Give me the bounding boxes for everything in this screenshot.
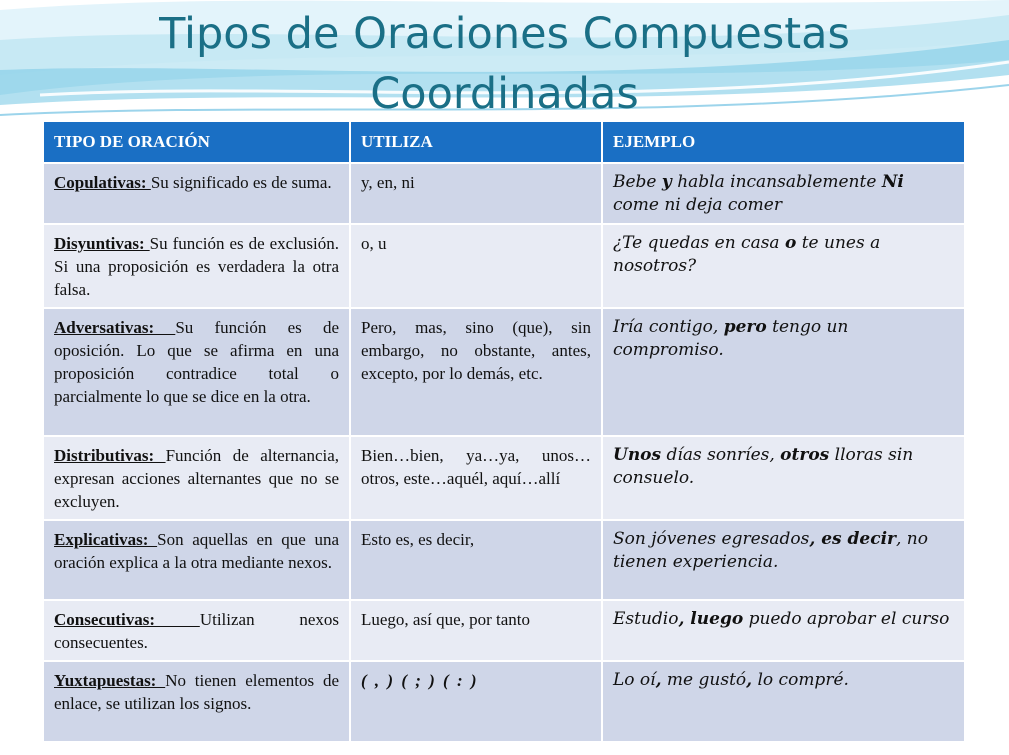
cell-utiliza: y, en, ni — [350, 163, 602, 224]
header-ejemplo: EJEMPLO — [602, 122, 965, 163]
sentence-type-description: Su significado es de suma. — [150, 173, 332, 192]
example-connector: , luego — [678, 609, 744, 629]
cell-ejemplo — [602, 520, 965, 600]
cell-utiliza: ( , ) ( ; ) ( : ) — [350, 661, 602, 741]
sentence-type-term: Adversativas: — [54, 318, 176, 337]
example-connector: y — [661, 172, 672, 192]
example-connector: otros — [780, 445, 830, 465]
sentence-type-description: Su función es de exclusión. Si una proposición es verdadera la otra falsa. — [54, 234, 339, 299]
cell-tipo — [44, 224, 350, 308]
slide-title — [0, 4, 1009, 124]
example-text: te unes a nosotros? — [613, 233, 881, 276]
example-text: Son jóvenes egresados — [613, 529, 810, 549]
sentence-type-term: Copulativas: — [54, 173, 151, 192]
cell-ejemplo — [602, 224, 965, 308]
example-connector: , es decir — [809, 529, 896, 549]
cell-utiliza: o, u — [350, 224, 602, 308]
cell-ejemplo — [602, 661, 965, 741]
cell-tipo — [44, 308, 350, 436]
sentence-types-table — [44, 122, 966, 741]
table-row — [44, 436, 965, 520]
cell-tipo — [44, 436, 350, 520]
example-text: , no tienen experiencia. — [613, 529, 928, 572]
sentence-type-term: Consecutivas: — [54, 610, 200, 629]
table-row — [44, 308, 965, 436]
sentence-type-term: Explicativas: — [54, 530, 158, 549]
example-text: lloras sin consuelo. — [613, 445, 914, 488]
example-connector: , — [655, 670, 662, 690]
example-text: Lo oí — [613, 670, 656, 690]
cell-utiliza: Luego, así que, por tanto — [350, 600, 602, 661]
cell-ejemplo — [602, 600, 965, 661]
example-text: ¿Te quedas en casa — [613, 233, 785, 253]
example-connector: Unos — [613, 445, 662, 465]
table-row — [44, 520, 965, 600]
example-connector: o — [784, 233, 797, 253]
example-text: come ni deja comer — [613, 195, 782, 215]
table-row — [44, 661, 965, 741]
table-row — [44, 163, 965, 224]
cell-tipo — [44, 661, 350, 741]
cell-tipo — [44, 600, 350, 661]
example-connector: pero — [723, 317, 767, 337]
example-connector: Ni — [881, 172, 904, 192]
sentence-type-description: Son aquellas en que una oración explica a la otra mediante nexos. — [54, 530, 339, 572]
sentence-type-description: No tienen elementos de enlace, se utilizan los signos. — [54, 671, 339, 713]
cell-utiliza: Bien…bien, ya…ya, unos…otros, este…aquél, aquí…allí — [350, 436, 602, 520]
sentence-type-description: Función de alternancia, expresan acciones alternantes que no se excluyen. — [54, 446, 340, 511]
example-connector: , — [746, 670, 753, 690]
table-row — [44, 224, 965, 308]
example-text: puedo aprobar el curso — [743, 609, 950, 629]
cell-utiliza: Esto es, es decir, — [350, 520, 602, 600]
slide-title-line2: Coordinadas — [370, 69, 639, 119]
cell-utiliza: Pero, mas, sino (que), sin embargo, no obstante, antes, excepto, por lo demás, etc. — [350, 308, 602, 436]
table-row — [44, 600, 965, 661]
example-text: Iría contigo, — [613, 317, 724, 337]
sentence-type-description: Utilizan nexos consecuentes. — [54, 610, 339, 652]
cell-tipo — [44, 163, 350, 224]
header-utiliza: UTILIZA — [350, 122, 602, 163]
example-text: Estudio — [613, 609, 679, 629]
example-text: días sonríes, — [661, 445, 781, 465]
sentence-type-term: Distributivas: — [54, 446, 166, 465]
sentence-type-term: Yuxtapuestas: — [54, 671, 166, 690]
example-text: habla incansablemente — [671, 172, 882, 192]
sentence-type-description: Su función es de oposición. Lo que se afirma en una proposición contradice total o parcialmente lo que se dice en la otra. — [54, 318, 340, 406]
example-text: Bebe — [613, 172, 662, 192]
cell-ejemplo — [602, 163, 965, 224]
example-text: tengo un compromiso. — [613, 317, 849, 360]
example-text: lo compré. — [752, 670, 849, 690]
table-header-row — [44, 122, 965, 163]
sentence-type-term: Disyuntivas: — [54, 234, 150, 253]
header-tipo: TIPO DE ORACIÓN — [44, 122, 350, 163]
cell-tipo — [44, 520, 350, 600]
cell-ejemplo — [602, 436, 965, 520]
example-text: me gustó — [661, 670, 747, 690]
slide-title-line1: Tipos de Oraciones Compuestas — [159, 9, 850, 59]
cell-ejemplo — [602, 308, 965, 436]
